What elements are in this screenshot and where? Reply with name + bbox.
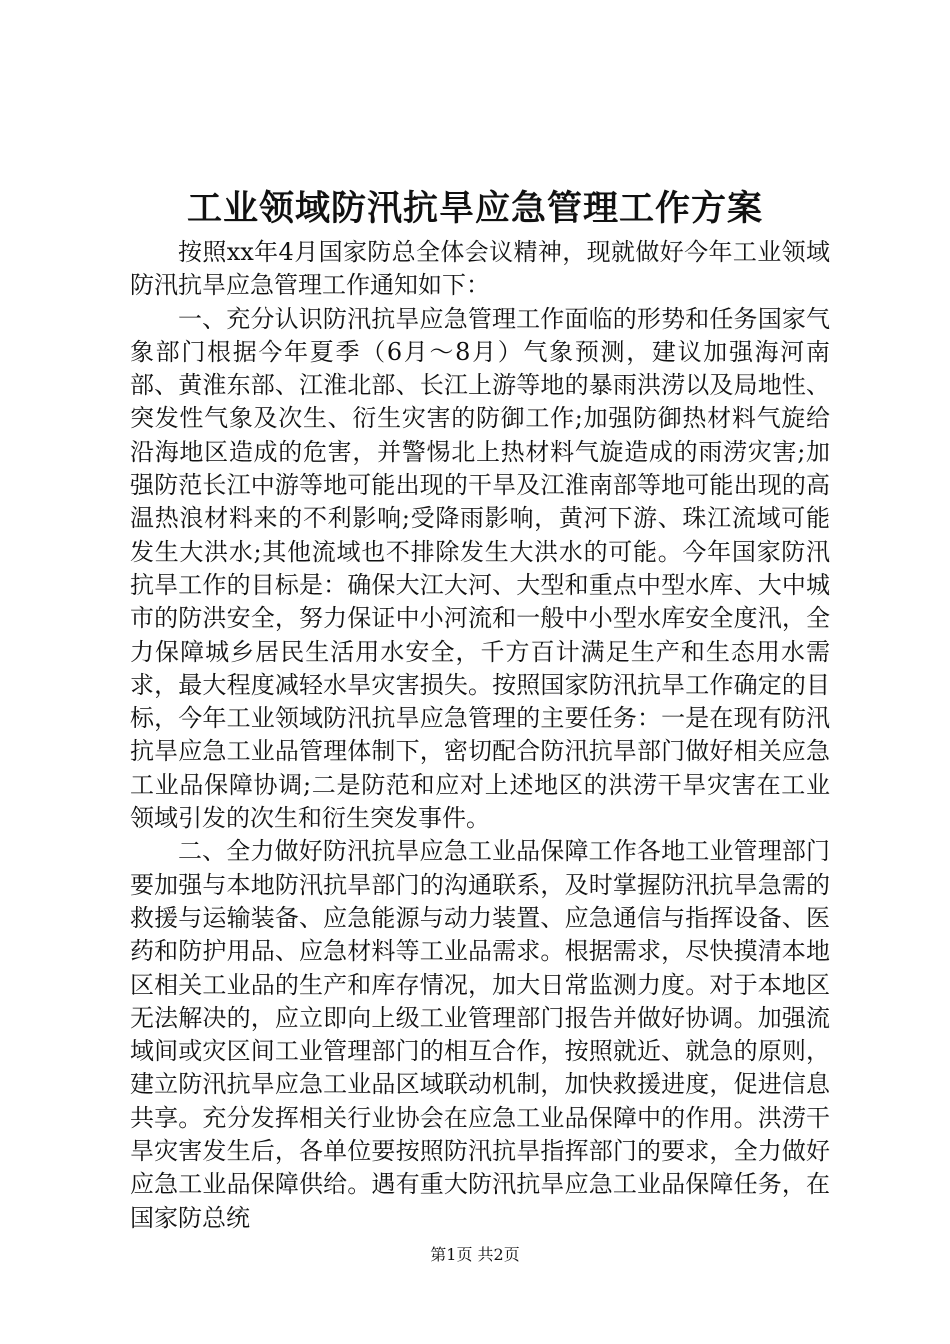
paragraph-intro: 按照xx年4月国家防总全体会议精神，现就做好今年工业领域防汛抗旱应急管理工作通知如下： bbox=[130, 238, 830, 300]
page-number-footer: 第1页 共2页 bbox=[430, 1245, 520, 1264]
paragraph-section-2: 二、全力做好防汛抗旱应急工业品保障工作各地工业管理部门要加强与本地防汛抗旱部门的沟通联系，及时掌握防汛抗旱急需的救援与运输装备、应急能源与动力装置、应急通信与指挥设备、医药和防护用品、应急材料等工业品需求。根据需求，尽快摸清本地区相关工业品的生产和库存情况，加大日常监测力度。对于本地区无法解决的，应立即向上级工业管理部门报告并做好协调。加强流域间或灾区间工业管理部门的相互合作，按照就近、就急的原则，建立防汛抗旱应急工业品区域联动机制，加快救援进度，促进信息共享。充分发挥相关行业协会在应急工业品保障中的作用。洪涝干旱灾害发生后，各单位要按照防汛抗旱指挥部门的要求，全力做好应急工业品保障供给。遇有重大防汛抗旱应急工业品保障任务，在国家防总统 bbox=[130, 837, 830, 1232]
document-title: 工业领域防汛抗旱应急管理工作方案 bbox=[186, 188, 763, 229]
document-body bbox=[130, 236, 830, 1235]
paragraph-section-1: 一、充分认识防汛抗旱应急管理工作面临的形势和任务国家气象部门根据今年夏季（6月～8月）气象预测，建议加强海河南部、黄淮东部、江淮北部、长江上游等地的暴雨洪涝以及局地性、突发性气象及次生、衍生灾害的防御工作;加强防御热材料气旋给沿海地区造成的危害，并警惕北上热材料气旋造成的雨涝灾害;加强防范长江中游等地可能出现的干旱及江淮南部等地可能出现的高温热浪材料来的不利影响;受降雨影响，黄河下游、珠江流域可能发生大洪水;其他流域也不排除发生大洪水的可能。今年国家防汛抗旱工作的目标是：确保大江大河、大型和重点中型水库、大中城市的防洪安全，努力保证中小河流和一般中小型水库安全度汛，全力保障城乡居民生活用水安全，千方百计满足生产和生态用水需求，最大程度减轻水旱灾害损失。按照国家防汛抗旱工作确定的目标，今年工业领域防汛抗旱应急管理的主要任务：一是在现有防汛抗旱应急工业品管理体制下，密切配合防汛抗旱部门做好相关应急工业品保障协调;二是防范和应对上述地区的洪涝干旱灾害在工业领域引发的次生和衍生突发事件。 bbox=[130, 304, 830, 833]
